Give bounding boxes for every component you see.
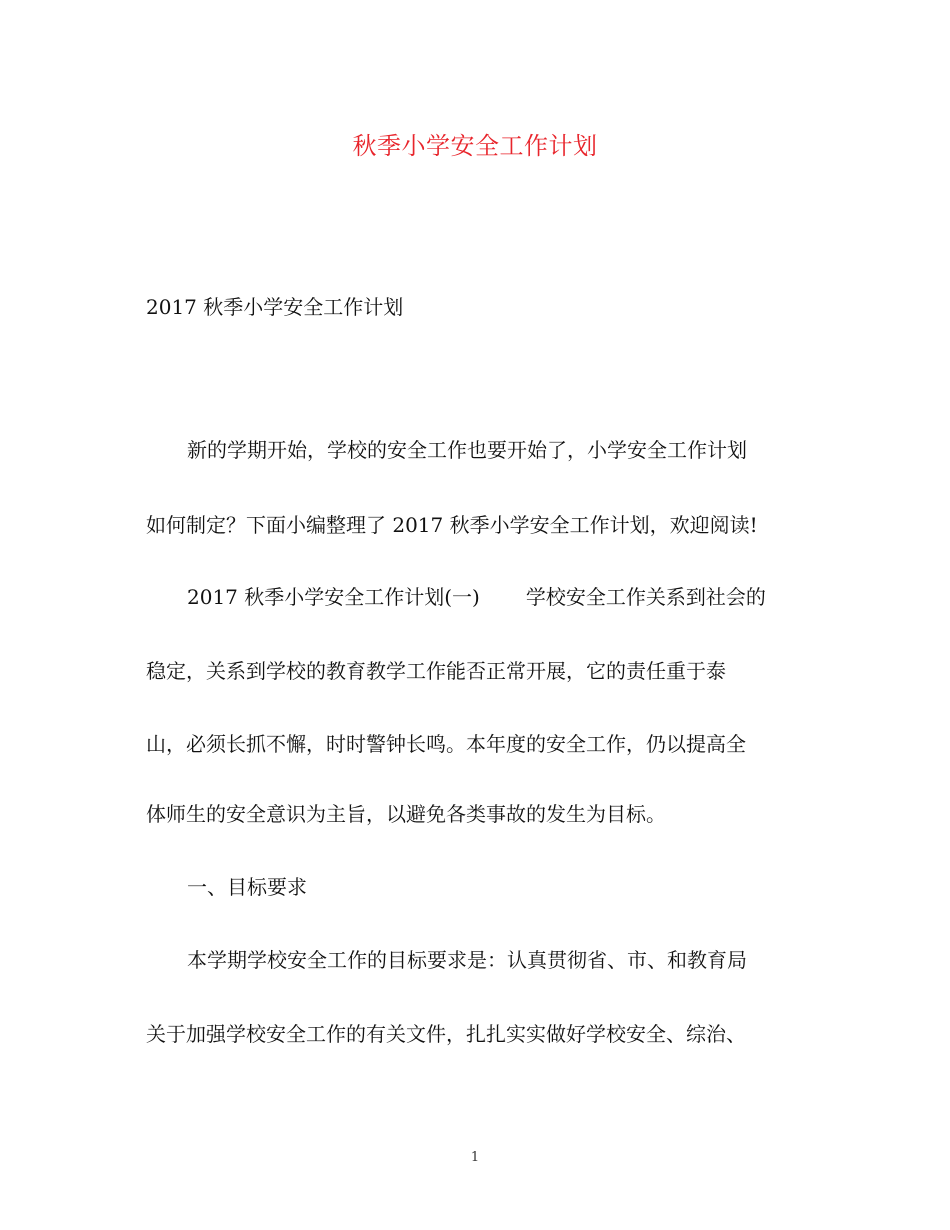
document-subtitle: 2017 秋季小学安全工作计划: [146, 295, 404, 319]
paragraph-line: 新的学期开始，学校的安全工作也要开始了，小学安全工作计划: [187, 438, 747, 462]
paragraph-line: 本学期学校安全工作的目标要求是：认真贯彻省、市、和教育局: [187, 948, 747, 972]
paragraph-line: 稳定，关系到学校的教育教学工作能否正常开展，它的责任重于泰: [146, 659, 726, 683]
paragraph-line: 关于加强学校安全工作的有关文件，扎扎实实做好学校安全、综治、: [146, 1022, 746, 1046]
paragraph-line: 体师生的安全意识为主旨，以避免各类事故的发生为目标。: [146, 802, 666, 826]
paragraph-line: 山，必须长抓不懈，时时警钟长鸣。本年度的安全工作，仍以提高全: [146, 732, 746, 756]
paragraph-text: 学校安全工作关系到社会的: [525, 585, 766, 609]
section-heading-line: [187, 582, 867, 612]
page-number: 1: [470, 1150, 480, 1165]
document-title: 秋季小学安全工作计划: [352, 132, 598, 160]
section-heading: 2017 秋季小学安全工作计划(一): [187, 585, 480, 609]
paragraph-line: 如何制定？下面小编整理了 2017 秋季小学安全工作计划，欢迎阅读!: [146, 513, 758, 537]
section-heading: 一、目标要求: [187, 875, 307, 899]
